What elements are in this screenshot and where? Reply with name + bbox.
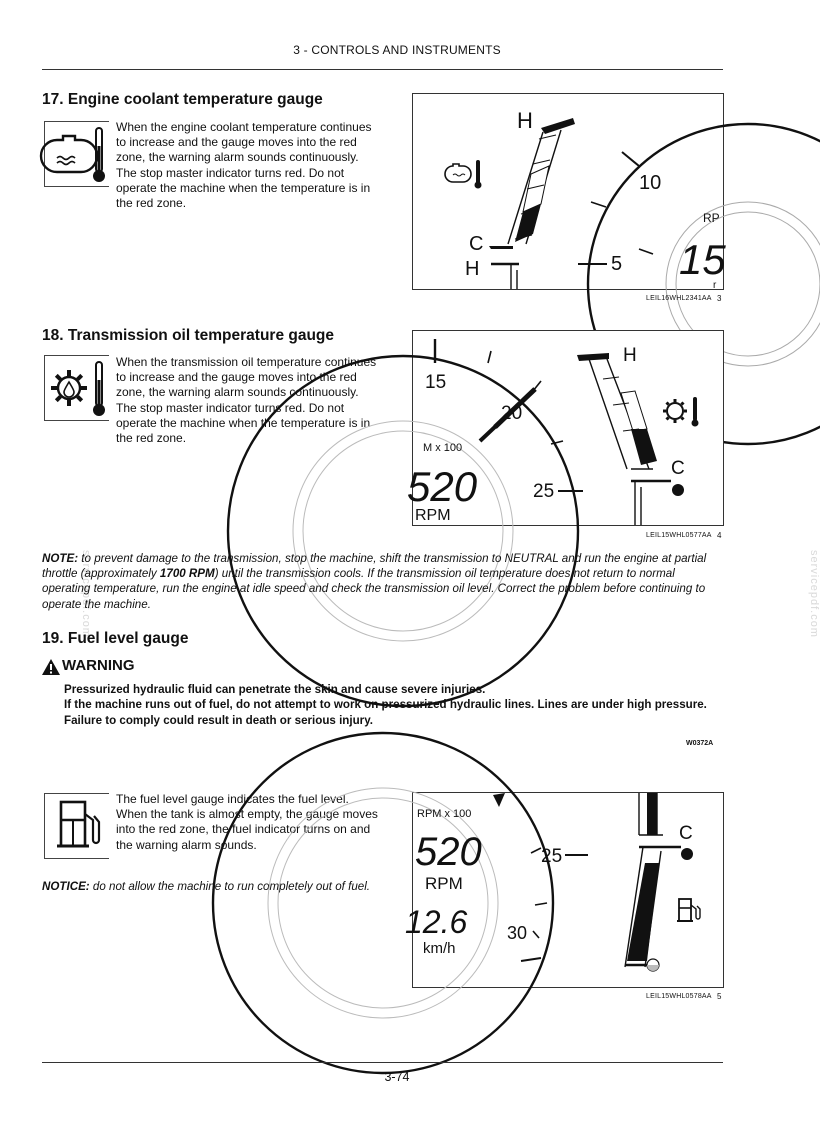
fig4-label-c: C: [671, 458, 685, 479]
note-rpm: 1700 RPM: [159, 567, 215, 581]
fig4-label-big: 520: [407, 463, 478, 510]
note-text-b: ) until the transmission cools. If the transmission oil temperature does not return to normal operating temperature, run the engine at idle speed and check the transmission oil level. Correct the problem before continuing to operate the machine.: [42, 567, 706, 611]
fig3-label-h: H: [517, 108, 533, 133]
section-18-heading: 18. Transmission oil temperature gauge: [42, 327, 335, 344]
warning-triangle-icon: [42, 659, 60, 675]
fig5-label-25: 25: [541, 846, 563, 867]
fig5-label-c: C: [679, 823, 693, 844]
fuel-icon-box: [44, 793, 109, 859]
warning-line-1: Pressurized hydraulic fluid can penetrate the skin and cause severe injuries.: [64, 683, 486, 696]
figure-3-number: 3: [717, 294, 722, 303]
fig3-label-5: 5: [611, 253, 623, 275]
fig5-label-rpm-x: RPM x 100: [417, 808, 472, 820]
warning-body: [64, 682, 724, 728]
fig5-label-30: 30: [507, 923, 528, 943]
fig4-label-15: 15: [425, 372, 447, 393]
watermark-left: servicepdf.com: [80, 550, 92, 638]
figure-transmission-gauge: [407, 330, 724, 526]
fig5-label-rpm: RPM: [425, 874, 463, 893]
warning-line-2: If the machine runs out of fuel, do not attempt to work on pressurized hydraulic lines. Lines are under high pressure.: [64, 698, 707, 712]
figure-5-ref: LEIL15WHL0578AA: [646, 993, 712, 1000]
figure-coolant-gauge: [412, 93, 724, 290]
section-18-text: When the transmission oil temperature continues to increase and the gauge moves into the red zone, the warning alarm sounds continuously. The stop master indicator turns red. Do not operate the machine when the temperature is in the red zone.: [116, 355, 377, 446]
section-17-heading: 17. Engine coolant temperature gauge: [42, 91, 323, 108]
transmission-note: [42, 551, 726, 612]
warning-title: WARNING: [62, 657, 135, 674]
coolant-indicator-icon: [445, 160, 482, 189]
page-header: 3 - CONTROLS AND INSTRUMENTS: [293, 43, 501, 57]
notice-text: do not allow the machine to run completely out of fuel.: [89, 880, 371, 893]
fig3-label-rp: RP: [703, 211, 720, 225]
watermark-right: servicepdf.com: [808, 550, 820, 638]
fig5-label-kmh: km/h: [423, 940, 456, 957]
fig3-label-h2: H: [465, 258, 480, 280]
warning-line-3: Failure to comply could result in death or serious injury.: [64, 713, 374, 727]
footer-rule: [42, 1062, 723, 1063]
fig4-label-rpm: RPM: [415, 507, 451, 524]
header-rule: [42, 69, 723, 70]
fuel-pump-icon: [45, 794, 109, 858]
coolant-temp-icon-box: [44, 121, 109, 187]
transmission-temperature-icon: [45, 356, 109, 420]
fig3-label-r: r: [713, 280, 717, 291]
figure-4-ref: LEIL15WHL0577AA: [646, 532, 712, 539]
fig4-label-h: H: [623, 345, 637, 366]
transmission-temp-icon-box: [44, 355, 109, 421]
note-label: NOTE:: [42, 552, 79, 565]
page-number: 3-74: [384, 1070, 410, 1084]
figure-5-number: 5: [717, 992, 722, 1001]
fig5-label-big: 520: [415, 830, 482, 874]
note-text-a: to prevent damage to the transmission, stop the machine, shift the transmission to NEUTRAL and run the engine at partial throttle (approximately: [42, 552, 707, 581]
fig4-label-25: 25: [533, 481, 555, 502]
figure-fuel-gauge: [405, 792, 724, 988]
fig3-label-big: 15: [679, 236, 726, 283]
fig5-label-speed: 12.6: [405, 904, 468, 940]
fig4-label-20: 20: [501, 403, 523, 424]
fuel-notice: [42, 879, 382, 894]
transmission-indicator-icon: [663, 397, 699, 427]
fuel-indicator-icon: [677, 899, 700, 921]
section-17-text: When the engine coolant temperature continues to increase and the gauge moves into the red zone, the warning alarm sounds continuously. The stop master indicator turns red. Do not operate the machine when the temperature is in the red zone.: [116, 120, 372, 211]
section-19-heading: 19. Fuel level gauge: [42, 630, 189, 647]
fig4-label-rpm-x: M x 100: [423, 442, 463, 454]
figure-3-ref: LEIL16WHL2341AA: [646, 295, 712, 302]
warning-code: W0372A: [686, 740, 714, 747]
fig3-label-10: 10: [639, 172, 662, 194]
coolant-temperature-icon: [45, 122, 109, 186]
section-19-text: The fuel level gauge indicates the fuel level. When the tank is almost empty, the gauge moves into the red zone, the fuel indicator turns on and the warning alarm sounds.: [116, 792, 378, 852]
figure-4-number: 4: [717, 531, 722, 540]
notice-label: NOTICE:: [42, 880, 90, 893]
fig3-label-c: C: [469, 233, 484, 255]
